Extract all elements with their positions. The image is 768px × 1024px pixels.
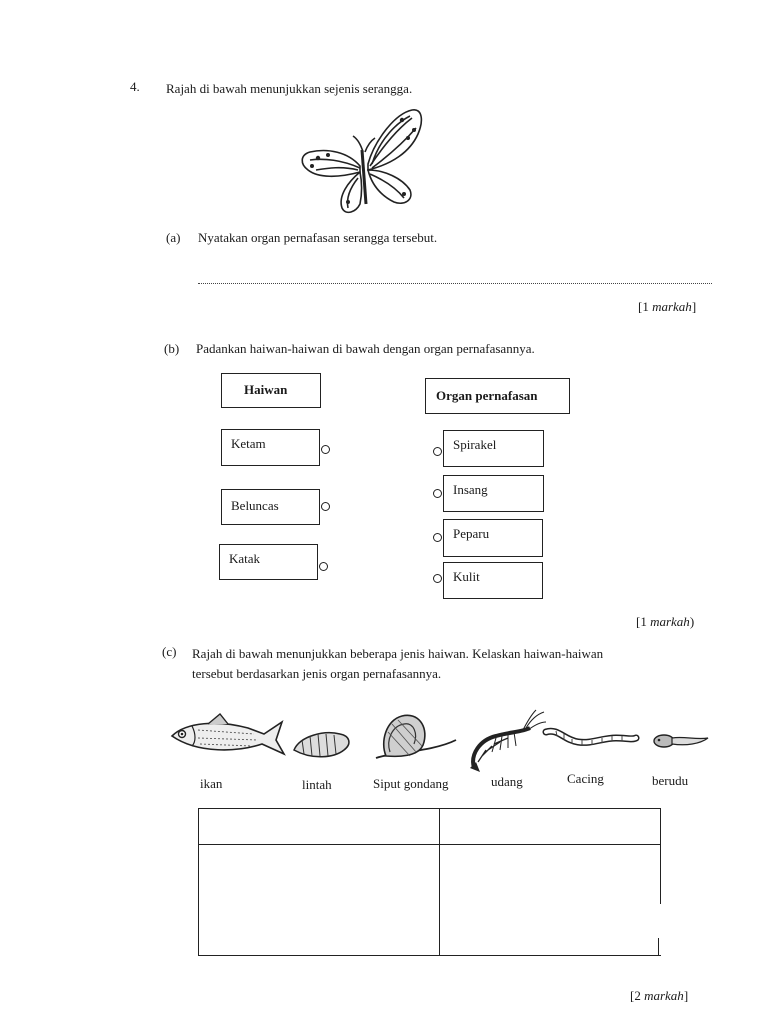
animal-box-katak[interactable] [219,544,318,580]
header-haiwan-label: Haiwan [244,382,288,397]
animal-name-ikan: ikan [200,776,223,791]
header-organ [425,378,570,414]
answer-line[interactable] [198,283,712,284]
marks-open: [2 [630,988,645,1003]
header-haiwan [221,373,321,408]
connector-spirakel[interactable] [433,447,442,456]
organ-label-spirakel: Spirakel [453,437,497,452]
table-body-cell-right[interactable] [441,846,659,954]
connector-peparu[interactable] [433,533,442,542]
animal-name-siput-gondang: Siput gondang [373,776,449,791]
part-b-marks [636,614,694,630]
animal-name-udang: udang [491,774,523,789]
animal-name-lintah: lintah [302,777,332,792]
header-organ-label: Organ pernafasan [436,388,538,403]
table-header-cell-right[interactable] [441,810,659,843]
organ-box-spirakel[interactable] [443,430,544,467]
connector-ketam[interactable] [321,445,330,454]
animal-label-ketam: Ketam [231,436,266,451]
table-bottom-border [198,955,661,956]
marks-word: markah [644,988,684,1003]
animal-name-cacing: Cacing [567,771,604,786]
snail-icon [372,712,458,762]
marks-close: ) [689,614,695,629]
organ-label-insang: Insang [453,482,488,497]
table-body-cell-left[interactable] [200,846,438,954]
tadpole-icon [652,732,710,750]
part-a-marks [638,299,696,315]
organ-label-peparu: Peparu [453,526,490,541]
connector-kulit[interactable] [433,574,442,583]
fish-icon [168,712,286,756]
connector-insang[interactable] [433,489,442,498]
organ-box-kulit[interactable] [443,562,543,599]
connector-katak[interactable] [319,562,328,571]
marks-close: ] [691,299,697,314]
connector-beluncas[interactable] [321,502,330,511]
part-c-marks [630,988,688,1004]
marks-open: [1 [638,299,653,314]
part-b-label: (b) [164,341,180,356]
marks-word: markah [652,299,692,314]
question-stem: Rajah di bawah menunjukkan sejenis serangga. [166,81,413,96]
part-a-label: (a) [166,230,181,245]
part-a-question: Nyatakan organ pernafasan serangga tersebut. [198,230,438,245]
organ-label-kulit: Kulit [453,569,480,584]
table-header-cell-left[interactable] [200,810,438,843]
animal-label-katak: Katak [229,551,261,566]
leech-icon [290,728,352,762]
part-c-label: (c) [162,644,177,659]
animal-label-beluncas: Beluncas [231,498,279,513]
part-b-question: Padankan haiwan-haiwan di bawah dengan organ pernafasannya. [196,341,535,356]
marks-close: ] [683,988,689,1003]
animal-name-berudu: berudu [652,773,689,788]
animal-box-ketam[interactable] [221,429,320,466]
organ-box-insang[interactable] [443,475,544,512]
table-right-border [660,808,661,904]
organ-box-peparu[interactable] [443,519,543,557]
marks-open: [1 [636,614,651,629]
shrimp-icon [466,710,546,772]
part-c-question-line2: tersebut berdasarkan jenis organ pernafasannya. [192,666,442,681]
marks-word: markah [650,614,690,629]
part-c-question-line1: Rajah di bawah menunjukkan beberapa jenis haiwan. Kelaskan haiwan-haiwan [192,646,604,661]
worm-icon [542,726,638,752]
question-number: 4. [130,79,140,94]
butterfly-icon [298,108,428,218]
animal-box-beluncas[interactable] [221,489,320,525]
